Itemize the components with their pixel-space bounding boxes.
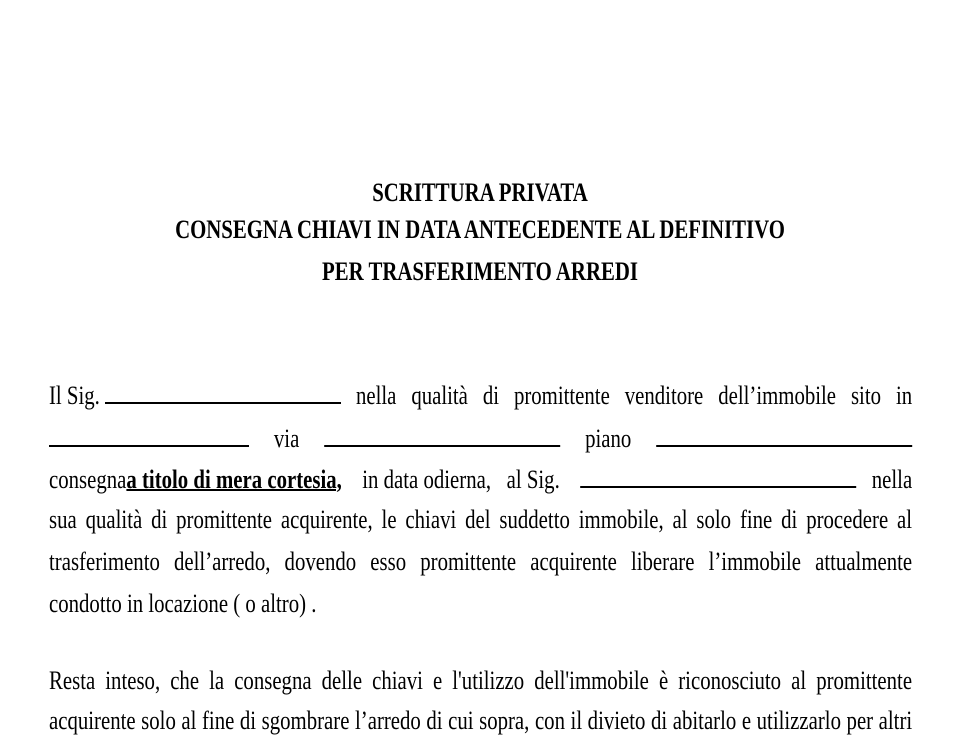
street-blank	[324, 421, 560, 447]
word: di	[781, 505, 798, 534]
paragraph-1-line-1	[49, 378, 912, 412]
word: chiavi	[372, 666, 423, 695]
word: sito	[850, 381, 882, 410]
word: divieto	[587, 706, 646, 735]
word: le	[381, 505, 397, 534]
word: il	[570, 706, 583, 735]
word: al	[897, 505, 913, 534]
word: l’immobile	[708, 547, 802, 576]
word: nella	[355, 381, 397, 410]
word: esso	[370, 547, 407, 576]
city-blank	[49, 421, 249, 447]
word: al	[672, 505, 688, 534]
buyer-name-blank	[580, 462, 856, 488]
word: è	[658, 666, 669, 695]
word: la	[209, 666, 225, 695]
word: sgombrare	[261, 706, 350, 735]
word: acquirente	[530, 547, 617, 576]
text-fragment: condotto in locazione ( o altro) .	[49, 589, 317, 618]
word: dell'immobile	[534, 666, 649, 695]
word: in	[895, 381, 913, 410]
word: dell’immobile	[718, 381, 837, 410]
word: promittente	[176, 505, 273, 534]
document-subtitle: CONSEGNA CHIAVI IN DATA ANTECEDENTE AL DEFINITIVO	[175, 215, 785, 244]
seller-name-blank	[105, 378, 341, 404]
word: promittente	[420, 547, 517, 576]
paragraph-1-line-3	[49, 462, 912, 496]
word: cui	[448, 706, 474, 735]
word: per	[846, 706, 874, 735]
word: di	[239, 706, 257, 735]
emphasized-text: a titolo di mera cortesia,	[126, 465, 342, 494]
word: dell’arredo,	[174, 547, 271, 576]
word: promittente	[816, 666, 913, 695]
word: trasferimento	[49, 547, 160, 576]
word: inteso,	[105, 666, 161, 695]
word: qualità	[411, 381, 468, 410]
word: di	[151, 505, 168, 534]
paragraph-2-line-1	[49, 664, 912, 698]
paragraph-1-line-5	[49, 545, 912, 579]
word: solo	[141, 706, 176, 735]
word: sua	[49, 505, 77, 534]
text-fragment: Il Sig.	[49, 381, 100, 410]
word: promittente	[513, 381, 610, 410]
paragraph-1-line-4	[49, 503, 912, 537]
word: delle	[321, 666, 363, 695]
word: sopra,	[479, 706, 530, 735]
word: venditore	[624, 381, 704, 410]
text-fragment: piano	[585, 424, 632, 453]
word: utilizzarlo	[756, 706, 841, 735]
word: l'utilizzo	[452, 666, 525, 695]
word: del	[465, 505, 491, 534]
floor-blank	[656, 421, 912, 447]
word: suddetto	[499, 505, 570, 534]
word: Resta	[49, 666, 96, 695]
word: l’arredo	[355, 706, 421, 735]
paragraph-1-line-6	[49, 587, 912, 621]
word: di	[482, 381, 500, 410]
word: abitarlo	[672, 706, 737, 735]
text-fragment: via	[273, 424, 300, 453]
document-subtitle-2: PER TRASFERIMENTO ARREDI	[322, 257, 638, 286]
word: liberare	[630, 547, 695, 576]
word: con	[534, 706, 565, 735]
word: acquirente	[49, 706, 136, 735]
text-fragment: nella	[871, 465, 913, 494]
word: chiavi	[405, 505, 457, 534]
text-fragment: in data odierna, al Sig.	[362, 465, 560, 494]
word: qualità	[85, 505, 143, 534]
paragraph-2-line-2	[49, 704, 912, 738]
paragraph-1-line-2	[49, 421, 912, 455]
word: al	[791, 666, 807, 695]
word: consegna	[234, 666, 312, 695]
word: solo	[696, 505, 732, 534]
word: altri	[878, 706, 913, 735]
document-title: SCRITTURA PRIVATA	[372, 178, 588, 207]
word: fine	[201, 706, 235, 735]
word: di	[426, 706, 443, 735]
word: dovendo	[284, 547, 357, 576]
word: al	[181, 706, 197, 735]
word: acquirente,	[280, 505, 373, 534]
word: immobile,	[578, 505, 664, 534]
text-fragment: consegna	[49, 465, 127, 494]
word: attualmente	[815, 547, 913, 576]
word: riconosciuto	[678, 666, 782, 695]
word: e	[432, 666, 443, 695]
word: fine	[739, 505, 773, 534]
word: di	[651, 706, 668, 735]
word: e	[741, 706, 752, 735]
word: che	[170, 666, 200, 695]
word: procedere	[806, 505, 889, 534]
